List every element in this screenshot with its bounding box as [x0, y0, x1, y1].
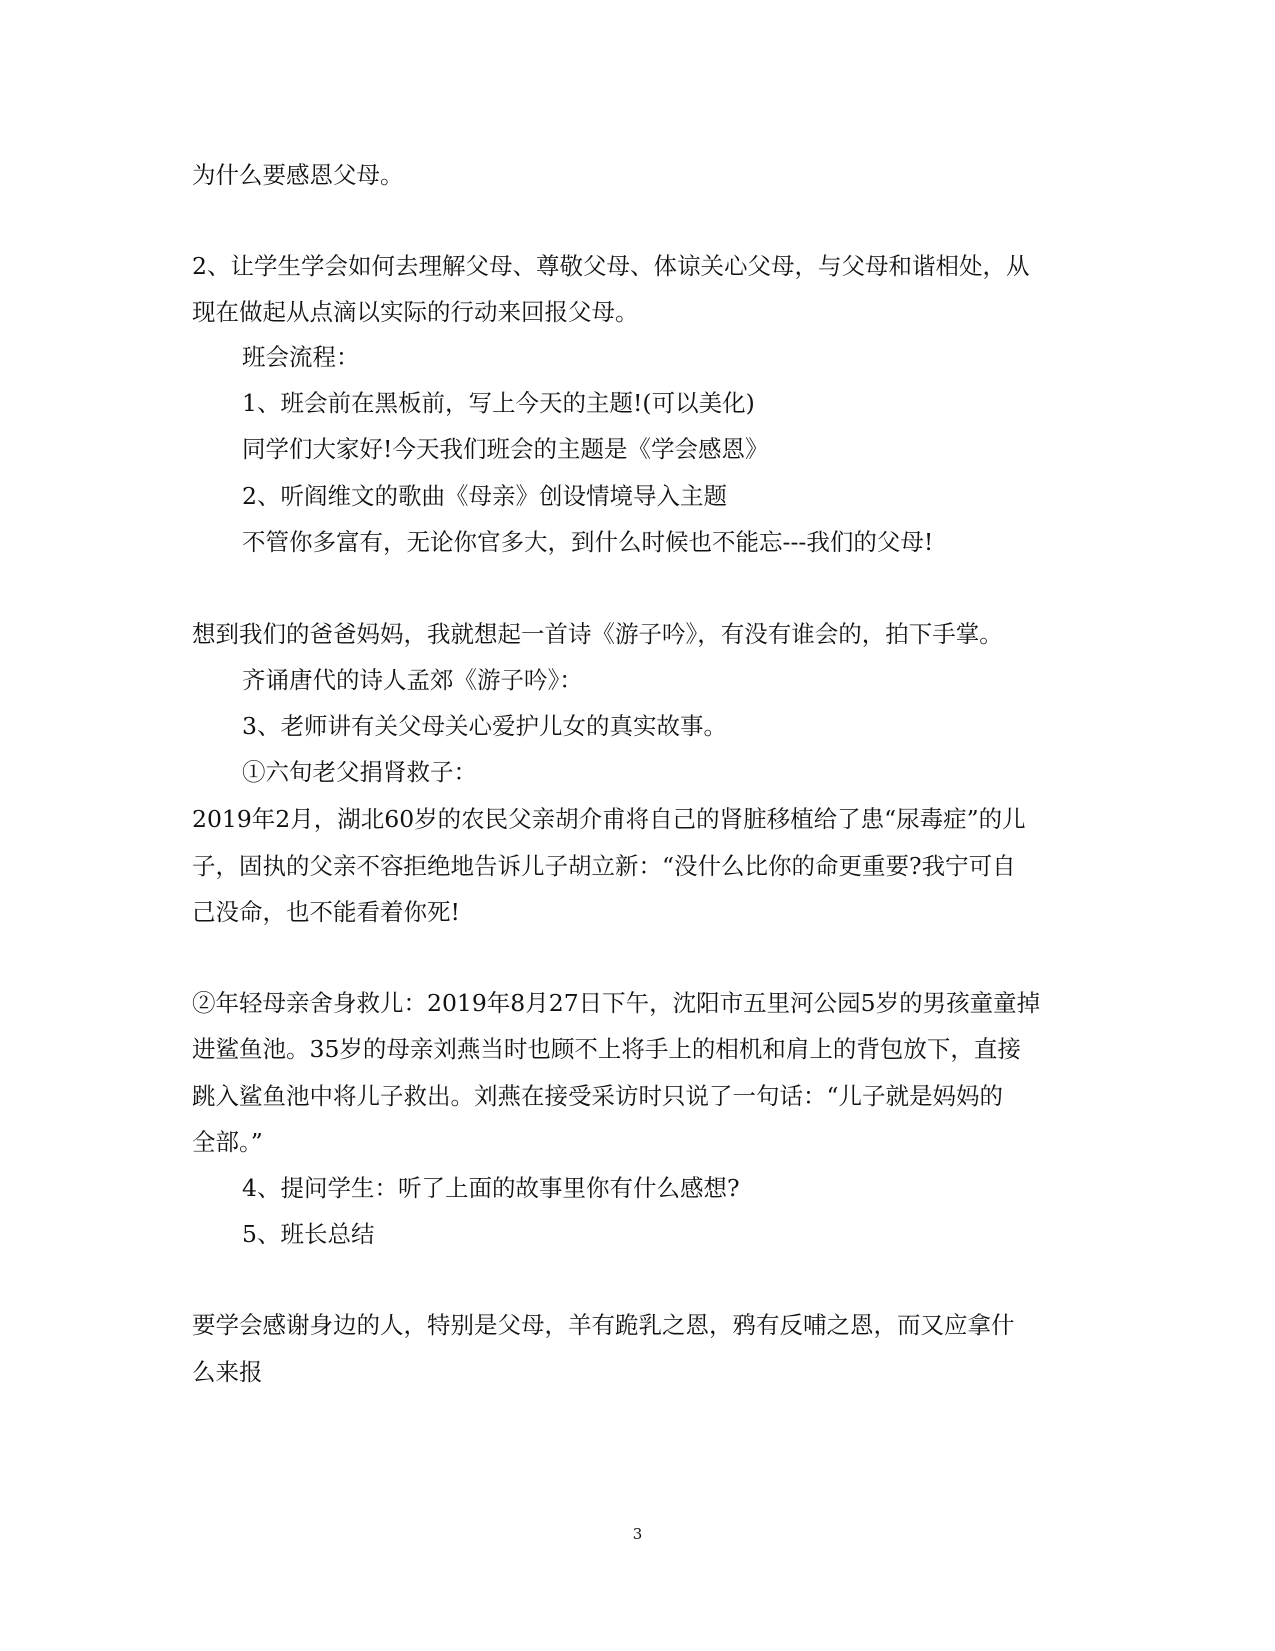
text-line: 想到我们的爸爸妈妈，我就想起一首诗《游子吟》，有没有谁会的，拍下手掌。	[192, 620, 1003, 648]
page-number: 3	[632, 1525, 643, 1543]
text-line: 2、让学生学会如何去理解父母、尊敬父母、体谅关心父母，与父母和谐相处，从	[192, 252, 1030, 280]
text-line: 么来报	[192, 1358, 263, 1386]
section-heading: 班会流程：	[242, 343, 360, 371]
text-line: 4、提问学生：听了上面的故事里你有什么感想?	[242, 1174, 740, 1202]
text-line: 要学会感谢身边的人，特别是父母，羊有跪乳之恩，鸦有反哺之恩，而又应拿什	[192, 1311, 1015, 1339]
text-line: 2019年2月，湖北60岁的农民父亲胡介甫将自己的肾脏移植给了患“尿毒症”的儿	[192, 805, 1026, 833]
text-line: 齐诵唐代的诗人孟郊《游子吟》：	[242, 666, 583, 694]
text-line: 进鲨鱼池。35岁的母亲刘燕当时也顾不上将手上的相机和肩上的背包放下，直接	[192, 1035, 1021, 1063]
text-line: 跳入鲨鱼池中将儿子救出。刘燕在接受采访时只说了一句话：“儿子就是妈妈的	[192, 1082, 1004, 1110]
text-line: ①六旬老父捐肾救子：	[242, 758, 477, 786]
text-line: 己没命，也不能看着你死!	[192, 898, 460, 926]
text-line: 同学们大家好!今天我们班会的主题是《学会感恩》	[242, 435, 769, 463]
text-line: 2、听阎维文的歌曲《母亲》创设情境导入主题	[242, 482, 727, 510]
text-line: 子，固执的父亲不容拒绝地告诉儿子胡立新：“没什么比你的命更重要?我宁可自	[192, 852, 1016, 880]
text-line: 现在做起从点滴以实际的行动来回报父母。	[192, 298, 639, 326]
text-line: 5、班长总结	[242, 1220, 375, 1248]
text-line: 不管你多富有，无论你官多大，到什么时候也不能忘---我们的父母!	[242, 528, 934, 556]
text-line: 1、班会前在黑板前，写上今天的主题!(可以美化)	[242, 389, 755, 417]
text-line: 为什么要感恩父母。	[192, 161, 404, 189]
text-line: ②年轻母亲舍身救儿：2019年8月27日下午，沈阳市五里河公园5岁的男孩童童掉	[192, 989, 1041, 1017]
text-line: 3、老师讲有关父母关心爱护儿女的真实故事。	[242, 712, 727, 740]
text-line: 全部。”	[192, 1128, 263, 1156]
